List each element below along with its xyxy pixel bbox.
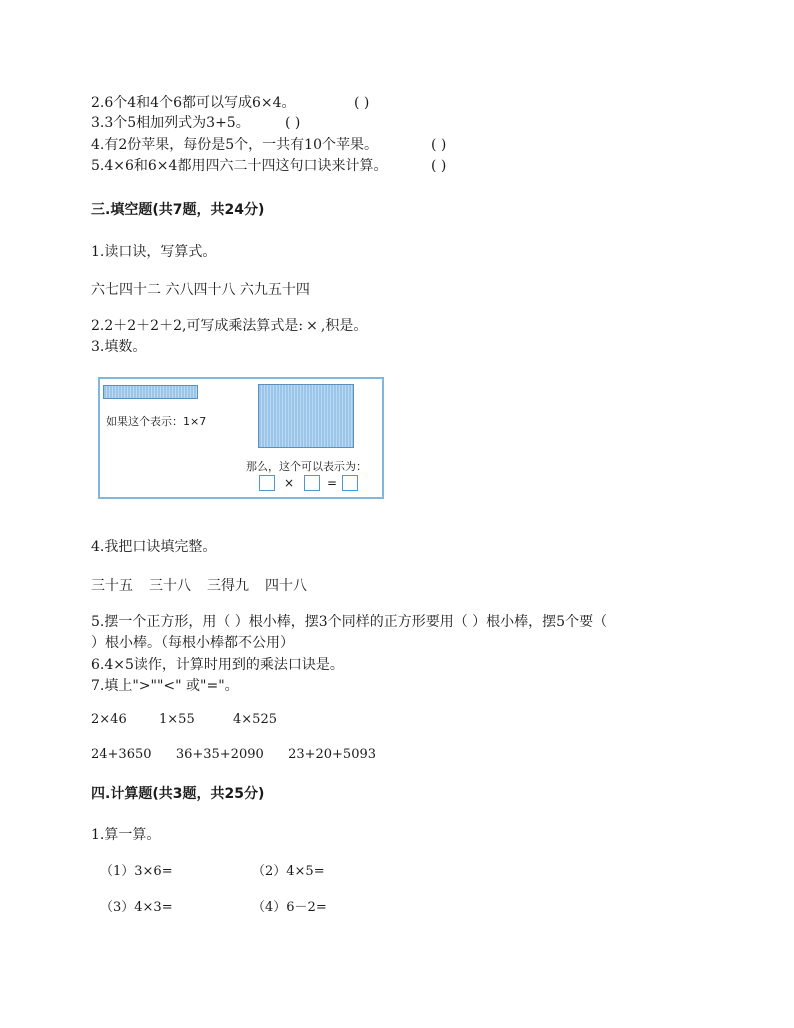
end-mark: 。 xyxy=(329,657,344,673)
product-label: ,积是 xyxy=(320,318,354,334)
calc-item-text: （1）3×6= xyxy=(100,864,173,879)
answer-box[interactable] xyxy=(342,475,358,491)
judge-item-2 xyxy=(91,94,370,112)
question-7: 7.填上">""<" 或"="。 xyxy=(91,678,239,694)
compare-left: 36+35+20 xyxy=(175,747,248,762)
rhyme-part: 四十八 xyxy=(265,578,307,594)
question-2-prefix: 2.2＋2＋2＋2,可写成乘法算式是: xyxy=(91,318,304,334)
calc-item-text: （2）4×5= xyxy=(252,864,325,879)
compare-right: 25 xyxy=(260,712,277,727)
calc-item xyxy=(252,899,327,917)
calc-item-text: （4）6－2= xyxy=(252,900,327,915)
rhyme-completion-row xyxy=(91,577,307,595)
compare-right: 93 xyxy=(359,747,377,762)
compare-left: 1×5 xyxy=(159,712,187,727)
unit-bar xyxy=(103,385,198,399)
section-title: 四.计算题(共3题，共25分) xyxy=(91,786,265,802)
times-sign: × xyxy=(284,476,295,490)
judge-item-text: 3.3个5相加列式为3+5。 xyxy=(91,115,250,131)
judge-item-5 xyxy=(91,157,447,175)
rhyme-part: 十八 xyxy=(163,578,191,594)
compare-right: 50 xyxy=(134,747,152,762)
question-5-line-2: ）根小棒。（每根小棒都不公用） xyxy=(91,635,294,651)
question-3: 3.填数。 xyxy=(91,339,147,355)
calc-item xyxy=(252,863,325,881)
answer-paren[interactable]: ( ) xyxy=(431,158,447,174)
judge-item-text: 4.有2份苹果，每份是5个，一共有10个苹果。 xyxy=(91,137,378,153)
question-1: 1.算一算。 xyxy=(91,827,161,843)
compare-row-2 xyxy=(91,746,376,764)
answer-paren[interactable]: ( ) xyxy=(354,95,370,111)
end-mark: 。 xyxy=(353,318,368,334)
compare-row-1 xyxy=(91,711,277,729)
figure-question: 那么，这个可以表示为： xyxy=(246,460,367,473)
question-1: 1.读口诀，写算式。 xyxy=(91,244,217,260)
rhyme-part: 三 xyxy=(149,578,163,594)
question-6-prefix: 6.4×5读作 xyxy=(91,657,162,673)
calc-item xyxy=(100,899,173,917)
question-2 xyxy=(91,317,367,335)
answer-paren[interactable]: ( ) xyxy=(431,137,447,153)
compare-left: 24+36 xyxy=(91,747,135,762)
question-6 xyxy=(91,656,344,674)
rhyme-part: 三得九 xyxy=(207,578,249,594)
answer-paren[interactable]: ( ) xyxy=(285,115,301,131)
judge-item-4 xyxy=(91,136,447,154)
question-4: 4.我把口诀填完整。 xyxy=(91,539,217,555)
equals-sign: = xyxy=(327,476,338,490)
figure-caption: 如果这个表示：1×7 xyxy=(106,415,207,428)
question-5-line-1: 5.摆一个正方形，用（ ）根小棒，摆3个同样的正方形要用（ ）根小棒，摆5个要（ xyxy=(91,614,608,630)
judge-item-3 xyxy=(91,114,301,132)
judge-item-text: 2.6个4和4个6都可以写成6×4。 xyxy=(91,95,296,111)
judge-item-text: 5.4×6和6×4都用四六二十四这句口诀来计算。 xyxy=(91,158,388,174)
compare-left: 2×4 xyxy=(91,712,119,727)
compare-left: 4×5 xyxy=(233,712,261,727)
compare-right: 6 xyxy=(118,712,127,727)
section-title: 三.填空题(共7题，共24分) xyxy=(91,202,265,218)
answer-box[interactable] xyxy=(304,475,320,491)
fill-number-figure xyxy=(98,377,384,499)
multiplication-rhymes: 六七四十二 六八四十八 六九五十四 xyxy=(91,282,310,298)
compare-right: 90 xyxy=(247,747,264,762)
question-6-mid: ，计算时用到的乘法口诀是 xyxy=(161,657,330,673)
times-sign: × xyxy=(306,318,318,334)
compare-left: 23+20+50 xyxy=(288,747,360,762)
answer-box[interactable] xyxy=(259,475,275,491)
rhyme-part: 三十五 xyxy=(91,578,133,594)
calc-item xyxy=(100,863,173,881)
calc-item-text: （3）4×3= xyxy=(100,900,173,915)
large-rectangle xyxy=(258,384,354,448)
compare-right: 5 xyxy=(186,712,195,727)
